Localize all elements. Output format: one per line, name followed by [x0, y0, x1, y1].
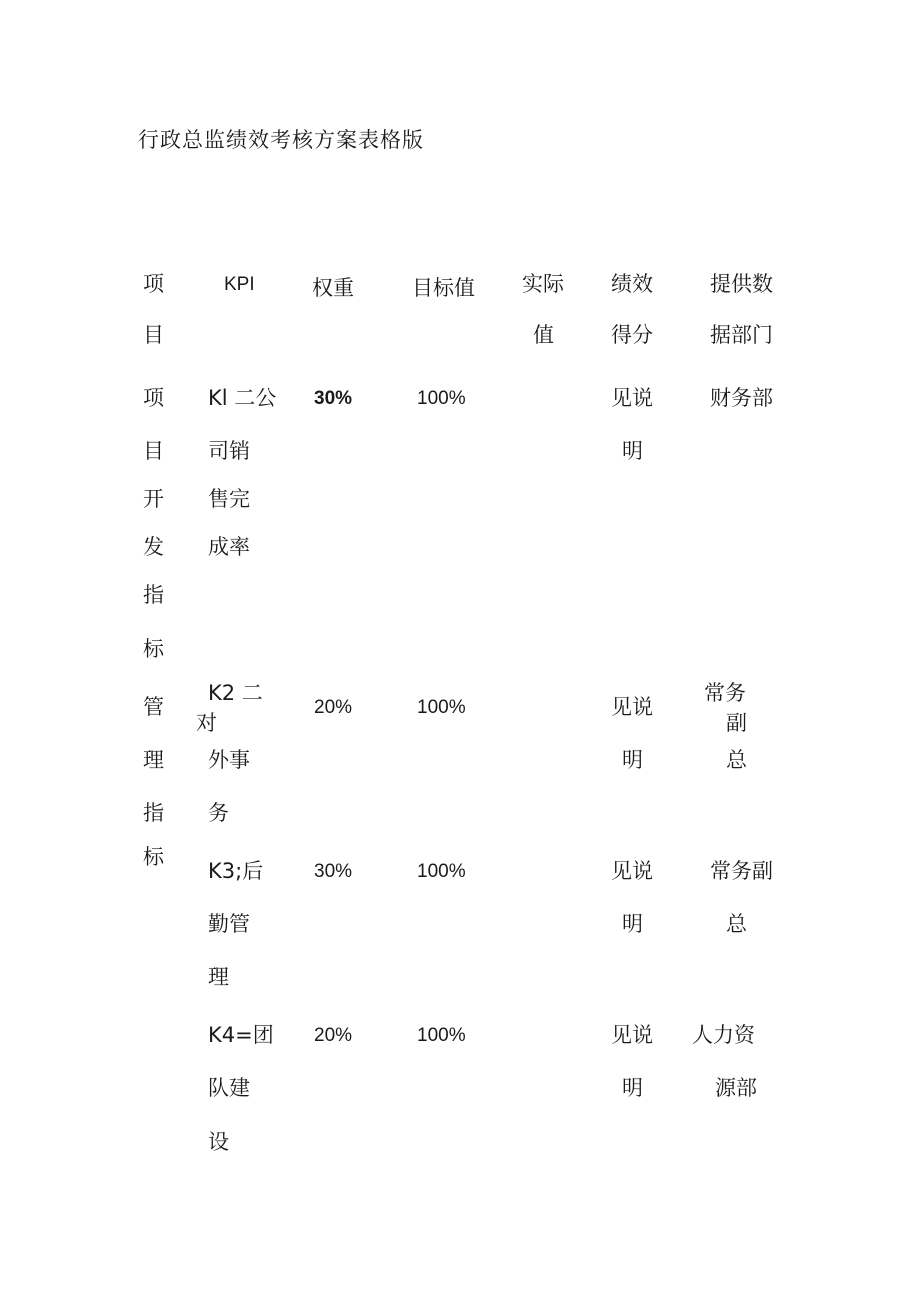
- row1-score-line1: 见说: [611, 386, 653, 410]
- row3-weight: 30%: [314, 861, 353, 882]
- row2-score-line1: 见说: [611, 695, 653, 719]
- row2-kpi-line3: 外事: [208, 748, 250, 772]
- row3-score-line2: 明: [622, 912, 643, 936]
- header-dept-line1: 提供数: [710, 272, 773, 296]
- row1-kpi-line1: Kl 二公: [208, 386, 277, 410]
- header-dept-line2: 据部门: [710, 323, 773, 347]
- header-actual-line2: 值: [533, 323, 554, 347]
- row4-weight: 20%: [314, 1025, 353, 1046]
- header-project-line1: 项: [143, 272, 164, 296]
- row3-dept-line1: 常务副: [710, 859, 773, 883]
- category-char: 项: [143, 386, 164, 410]
- row2-kpi-line4: 务: [208, 801, 229, 825]
- header-kpi: KPI: [224, 274, 255, 295]
- row4-score-line2: 明: [622, 1076, 643, 1100]
- row3-dept-line2: 总: [726, 912, 747, 936]
- document-title: 行政总监绩效考核方案表格版: [138, 128, 424, 152]
- header-score-line2: 得分: [611, 323, 653, 347]
- header-project-line2: 目: [143, 323, 164, 347]
- row1-score-line2: 明: [622, 439, 643, 463]
- row4-dept-line1: 人力资: [692, 1023, 755, 1047]
- category-char: 理: [143, 748, 164, 772]
- row3-target: 100%: [417, 861, 466, 882]
- row1-kpi-line4: 成率: [208, 535, 250, 559]
- row2-kpi-line2: 对: [196, 711, 217, 735]
- row4-kpi-line3: 设: [208, 1130, 229, 1154]
- category-char: 目: [143, 439, 164, 463]
- row2-weight: 20%: [314, 697, 353, 718]
- header-score-line1: 绩效: [611, 272, 653, 296]
- header-target: 目标值: [412, 276, 475, 300]
- row2-target: 100%: [417, 697, 466, 718]
- category-char: 发: [143, 535, 164, 559]
- category-char: 开: [143, 487, 164, 511]
- row2-dept-line3: 总: [726, 748, 747, 772]
- row1-kpi-line2: 司销: [208, 439, 250, 463]
- category-char: 指: [143, 801, 164, 825]
- row4-target: 100%: [417, 1025, 466, 1046]
- row2-kpi-line1: K2 二: [208, 681, 263, 705]
- category-char: 管: [143, 695, 164, 719]
- row2-dept-line1: 常务: [704, 681, 746, 705]
- header-actual-line1: 实际: [522, 272, 564, 296]
- row1-dept-line1: 财务部: [710, 386, 773, 410]
- category-char: 标: [143, 637, 164, 661]
- row3-kpi-line3: 理: [208, 965, 229, 989]
- row4-dept-line2: 源部: [715, 1076, 757, 1100]
- row2-score-line2: 明: [622, 748, 643, 772]
- row1-target: 100%: [417, 388, 466, 409]
- row1-kpi-line3: 售完: [208, 487, 250, 511]
- category-char: 指: [143, 583, 164, 607]
- row3-kpi-line2: 勤管: [208, 912, 250, 936]
- row3-kpi-line1: K3;后: [208, 859, 264, 883]
- row2-dept-line2: 副: [726, 711, 747, 735]
- row4-score-line1: 见说: [611, 1023, 653, 1047]
- row3-score-line1: 见说: [611, 859, 653, 883]
- category-char: 标: [143, 845, 164, 869]
- header-weight: 权重: [312, 276, 354, 300]
- row1-weight: 30%: [314, 388, 353, 409]
- row4-kpi-line1: K4=团: [208, 1023, 274, 1047]
- row4-kpi-line2: 队建: [208, 1076, 250, 1100]
